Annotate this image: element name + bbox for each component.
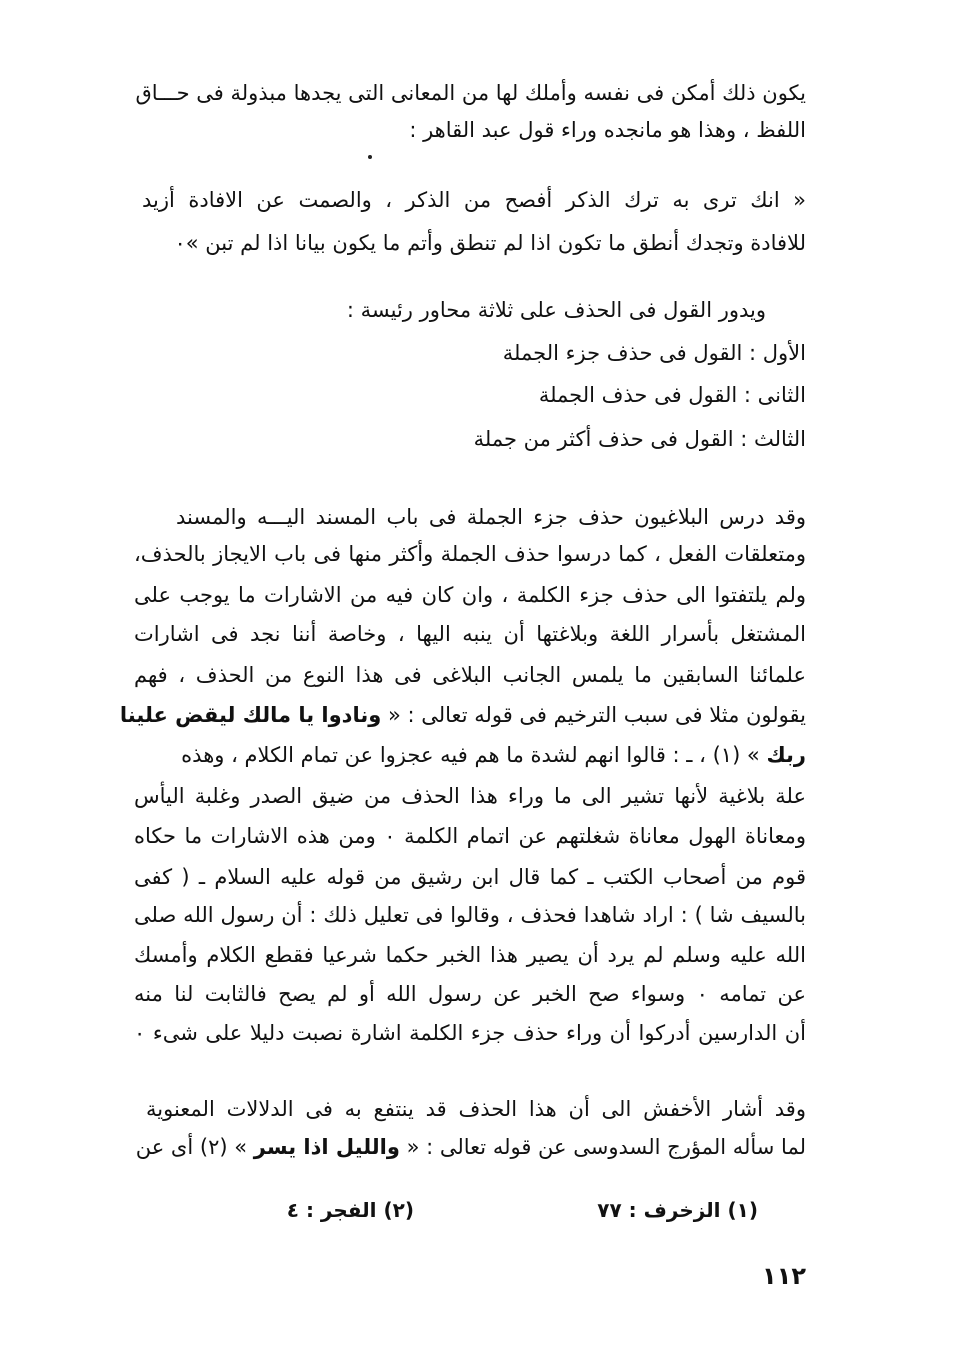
paragraph-2-line-13: عن تمامه ٠ وسواء صح الخبر عن رسول الله أو لم يصح فالثابت لنا منه <box>134 982 806 1006</box>
quran-quote-1: ونادوا يا مالك ليقض علينا <box>119 703 382 727</box>
line-text-end: » (٢) أى عن <box>135 1135 248 1159</box>
quote-line-2: للافادة وتجدك أنطق ما تكون اذا لم تنطق وأتم ما يكون بيانا اذا لم تبن »٠ <box>174 231 806 255</box>
quran-quote-1-end: ربك <box>766 743 806 767</box>
paragraph-2-line-10: قوم من أصحاب الكتب ـ كما قال ابن رشيق من قوله عليه السلام ـ ( كفى <box>134 865 806 889</box>
paragraph-3-line-1: وقد أشار الأخفش الى أن هذا الحذف قد ينتفع به فى الدلالات المعنوية <box>146 1097 806 1121</box>
paragraph-2-line-8: علة بلاغية لأنها تشير الى ما وراء هذا الحذف من ضيق الصدر وغلبة اليأس <box>134 784 806 808</box>
line-7-text: » (١) ، ـ : قالوا انهم لشدة ما هم فيه عجزوا عن تمام الكلام ، وهذه <box>181 743 760 767</box>
quran-quote-2: والليل اذا يسر <box>253 1135 400 1159</box>
paragraph-2-line-2: ومتعلقات الفعل ، كما درسوا حذف الجملة وأكثر منها فى باب الايجاز بالحذف، <box>134 542 806 566</box>
paragraph-2-line-14: أن الدارسين أدركوا أن وراء حذف جزء الكلمة اشارة نصبت دليلا على شىء ٠ <box>134 1021 806 1045</box>
paragraph-2-line-1: وقد درس البلاغيون حذف جزء الجملة فى باب المسند اليـــه والمسند <box>176 505 806 529</box>
footnote-1: (١) الزخرف : ٧٧ <box>597 1198 758 1222</box>
quote-line-1: « انك ترى به ترك الذكر أفصح من الذكر ، والصمت عن الافادة أزيد <box>142 188 806 212</box>
page-number: ١١٢ <box>762 1262 806 1290</box>
axes-item-1: الأول : القول فى حذف جزء الجملة <box>502 341 806 365</box>
line-6-text: يقولون مثلا فى سبب الترخيم فى قوله تعالى : « <box>387 703 806 727</box>
paragraph-2-line-11: بالسيف شا ) : اراد شاهدا فحذف ، وقالوا فى تعليل ذلك : أن رسول الله صلى <box>134 903 806 927</box>
paragraph-2-line-9: ومعاناة الهول معاناة شغلتهم عن اتمام الكلمة ٠ ومن هذه الاشارات ما حكاه <box>134 824 806 848</box>
paragraph-2-line-3: ولم يلتفتوا الى حذف جزء الكلمة ، وان كان فيه من الاشارات ما يوجب على <box>134 583 806 607</box>
paragraph-1-line-2: اللفظ ، وهذا هو مانجده وراء قول عبد القاهر : <box>409 118 806 142</box>
paragraph-2-line-4: المشتغل بأسرار اللغة وبلاغتها أن ينبه اليها ، وخاصة أننا نجد فى اشارات <box>134 622 806 646</box>
axes-intro: ويدور القول فى الحذف على ثلاثة محاور رئيسة : <box>346 298 766 322</box>
axes-item-2: الثانى : القول فى حذف الجملة <box>538 383 806 407</box>
stray-dot <box>368 155 372 159</box>
axes-item-3: الثالث : القول فى حذف أكثر من جملة <box>473 427 806 451</box>
paragraph-2-line-6 <box>120 700 806 730</box>
paragraph-2-line-12: الله عليه وسلم لم يرد أن يصير هذا الخبر حكما شرعيا فقطع الكلام وأمسك <box>134 943 806 967</box>
paragraph-2-line-5: علمائنا السابقين ما يلمس الجانب البلاغى فى هذا النوع من الحذف ، فهم <box>134 663 806 687</box>
footnote-2: (٢) الفجر : ٤ <box>286 1198 414 1222</box>
paragraph-3-line-2 <box>136 1132 806 1162</box>
paragraph-2-line-7 <box>181 740 806 770</box>
paragraph-1-line-1: يكون ذلك أمكن فى نفسه وأملك لها من المعانى التى يجدها مبذولة فى حـــاق <box>135 81 806 105</box>
line-text: لما سأله المؤرج السدوسى عن قوله تعالى : « <box>406 1135 806 1159</box>
